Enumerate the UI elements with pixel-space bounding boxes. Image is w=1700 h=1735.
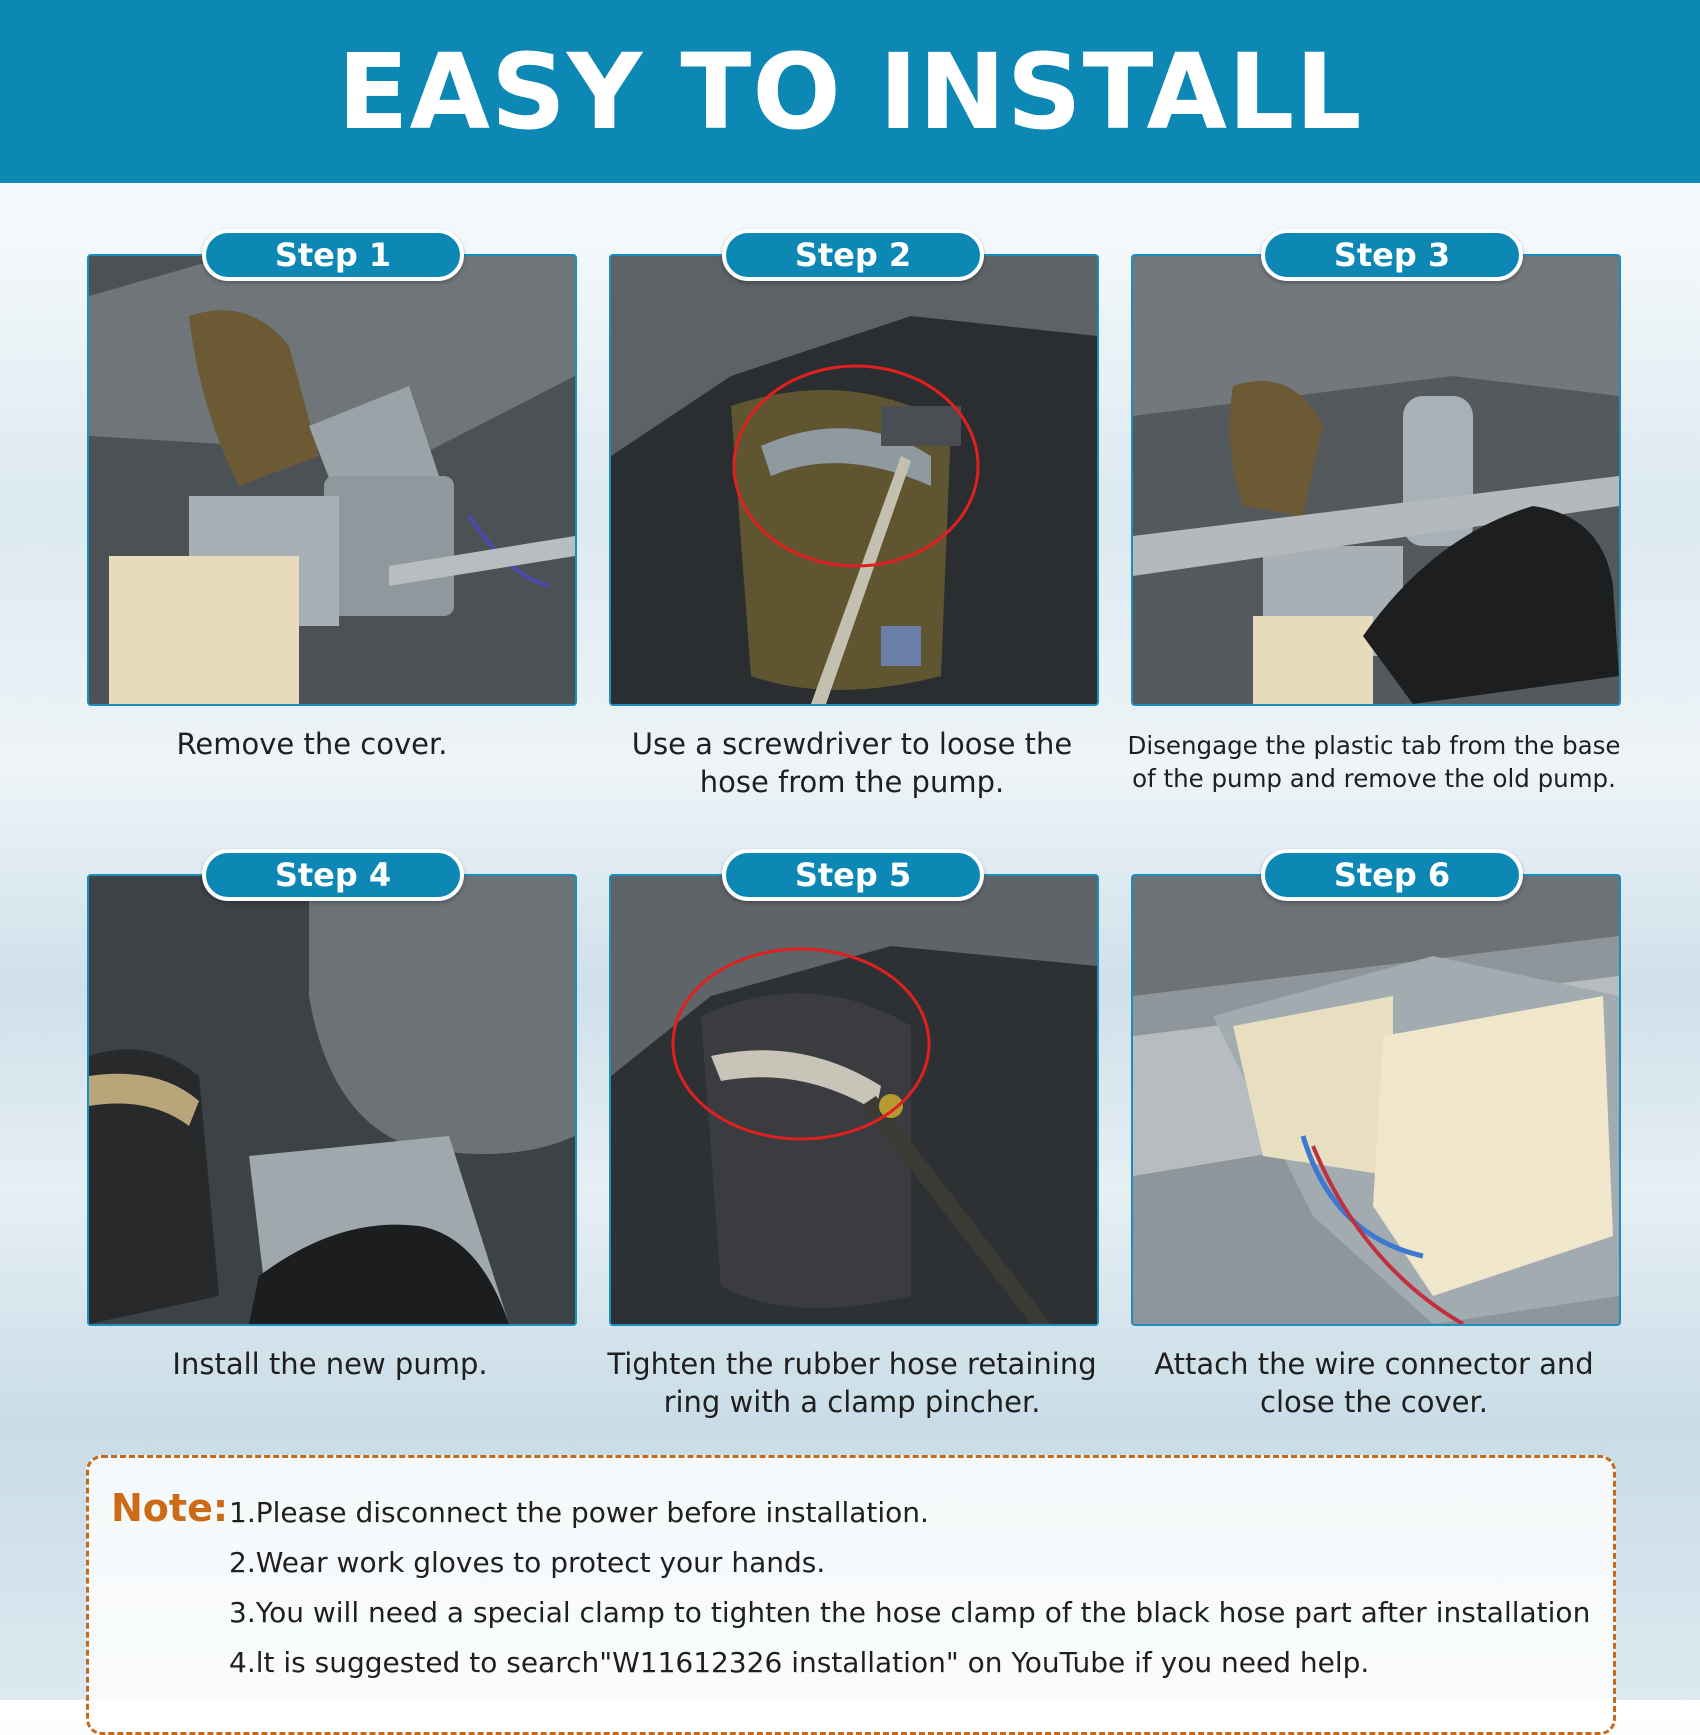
header-banner bbox=[0, 0, 1700, 183]
step-badge: Step 1 bbox=[202, 229, 464, 281]
new-pump-install-photo-illustration bbox=[89, 876, 575, 1324]
hose-clamp-photo-illustration bbox=[611, 256, 1097, 704]
step-caption: Use a screwdriver to loose the hose from the pump. bbox=[631, 727, 1073, 799]
step-photo bbox=[1131, 254, 1621, 706]
step-photo bbox=[1131, 874, 1621, 1326]
step-caption: Install the new pump. bbox=[172, 1347, 488, 1381]
old-pump-removal-photo-illustration bbox=[1133, 256, 1619, 704]
step-badge: Step 3 bbox=[1261, 229, 1523, 281]
note-item-4: 4.lt is suggested to search"W11612326 installation" on YouTube if you need help. bbox=[229, 1646, 1370, 1679]
step-caption: Disengage the plastic tab from the base of the pump and remove the old pump. bbox=[1127, 731, 1621, 793]
note-box bbox=[86, 1455, 1616, 1735]
step-badge: Step 2 bbox=[722, 229, 984, 281]
step-photo bbox=[87, 874, 577, 1326]
step-badge: Step 6 bbox=[1261, 849, 1523, 901]
wire-connector-photo-illustration bbox=[1133, 876, 1619, 1324]
note-item-3: 3.You will need a special clamp to tighten the hose clamp of the black hose part after installation bbox=[229, 1596, 1591, 1629]
step-caption: Tighten the rubber hose retaining ring with a clamp pincher. bbox=[607, 1347, 1097, 1419]
step-caption: Attach the wire connector and close the cover. bbox=[1154, 1347, 1594, 1419]
clamp-tighten-photo-illustration bbox=[611, 876, 1097, 1324]
step-badge: Step 5 bbox=[722, 849, 984, 901]
step-caption: Remove the cover. bbox=[176, 727, 448, 761]
step-photo bbox=[609, 254, 1099, 706]
pump-photo-illustration bbox=[89, 256, 575, 704]
note-item-2: 2.Wear work gloves to protect your hands. bbox=[229, 1546, 826, 1579]
note-item-1: 1.Please disconnect the power before installation. bbox=[229, 1496, 929, 1529]
step-photo bbox=[609, 874, 1099, 1326]
page-title: EASY TO INSTALL bbox=[337, 30, 1363, 153]
step-badge: Step 4 bbox=[202, 849, 464, 901]
note-label: Note: bbox=[111, 1486, 229, 1530]
step-photo bbox=[87, 254, 577, 706]
